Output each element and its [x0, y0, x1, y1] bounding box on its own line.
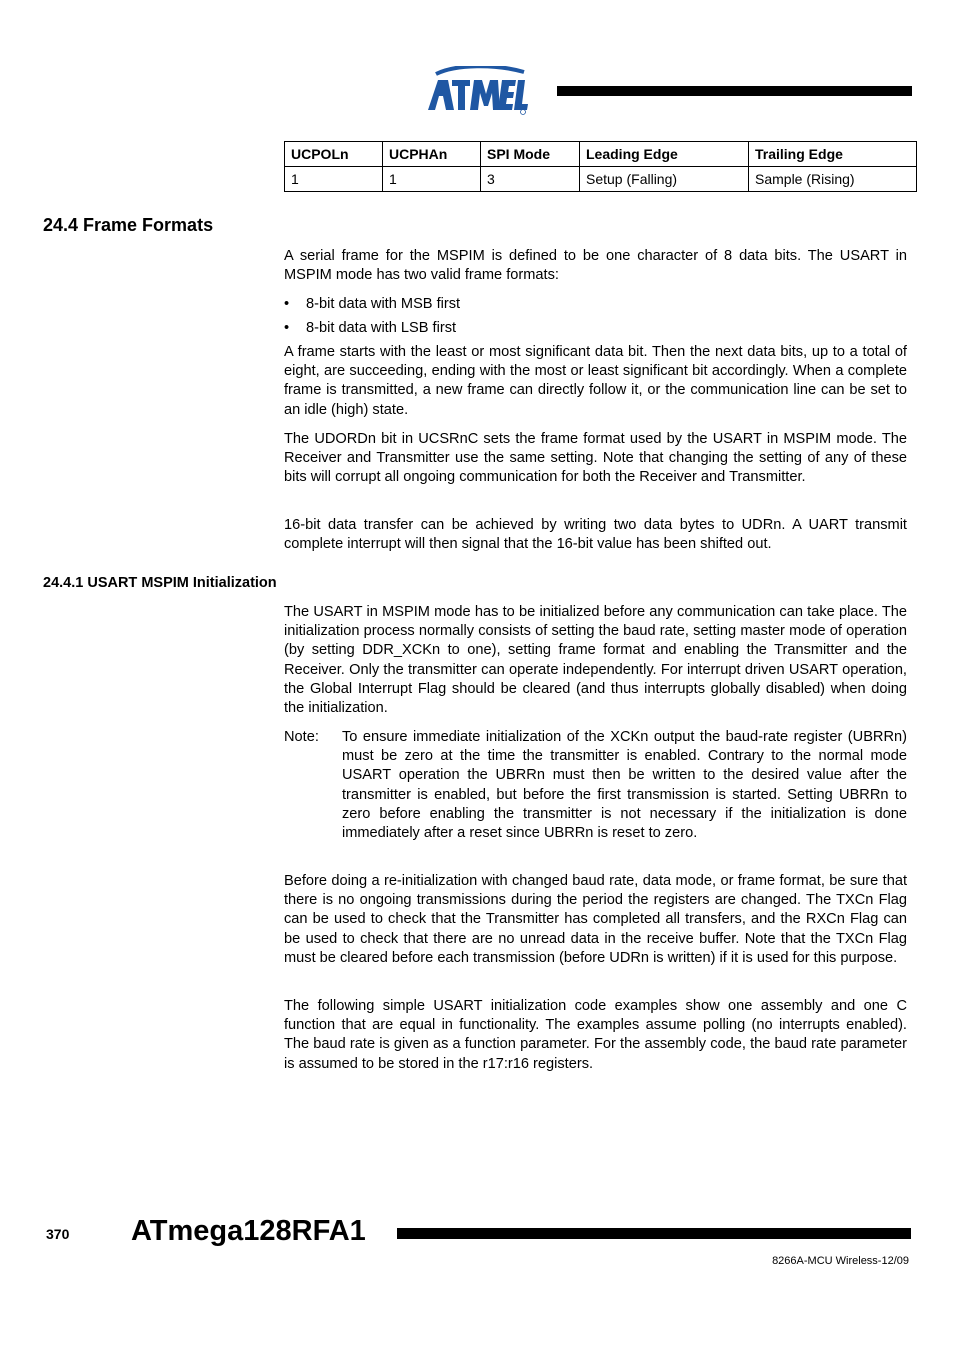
- spi-mode-table: [284, 141, 917, 192]
- note-label: Note:: [284, 729, 319, 745]
- paragraph: A frame starts with the least or most significant data bit. Then the next data bits, up to a total of eight, are succeeding, ending with the most or least significant bit accordingly. When a complete frame is transmitted, a new frame can directly follow it, or the communication line can be set to an idle (high) state.: [284, 344, 907, 418]
- document-title: ATmega128RFA1: [131, 1215, 366, 1247]
- table-header-cell: UCPOLn: [285, 142, 383, 167]
- paragraph: The following simple USART initialization code examples show one assembly and one C function that are equal in functionality. The examples assume polling (no interrupts enabled). The baud rate is given as a function parameter. For the assembly code, the baud rate parameter is assumed to be stored in the r17:r16 registers.: [284, 998, 907, 1072]
- table-cell: Sample (Rising): [749, 167, 917, 192]
- paragraph: A serial frame for the MSPIM is defined to be one character of 8 data bits. The USART in MSPIM mode has two valid frame formats:: [284, 248, 907, 284]
- section-heading: 24.4 Frame Formats: [43, 215, 214, 235]
- paragraph: The USART in MSPIM mode has to be initialized before any communication can take place. The initialization process normally consists of setting the baud rate, setting master mode of operation (by setting DDR_XCKn to one), setting frame format and enabling the Transmitter and the Receiver. Only the transmitter can operate independently. For interrupt driven USART operation, the Global Interrupt Flag should be cleared (and thus interrupts globally disabled) when doing the initialization.: [284, 604, 907, 717]
- table-cell: 1: [383, 167, 481, 192]
- list-item-text: 8-bit data with LSB first: [306, 320, 457, 336]
- table-header-cell: Trailing Edge: [749, 142, 917, 167]
- paragraph: 16-bit data transfer can be achieved by writing two data bytes to UDRn. A UART transmit complete interrupt will then signal that the 16-bit value has been shifted out.: [284, 517, 907, 553]
- list-item-text: 8-bit data with MSB first: [306, 296, 461, 312]
- table-cell: 3: [481, 167, 580, 192]
- header-rule: [557, 86, 912, 96]
- subsection-heading: 24.4.1 USART MSPIM Initialization: [43, 575, 277, 591]
- atmel-logo-icon: [426, 66, 530, 116]
- table-header-row: [285, 142, 917, 167]
- page-number: 370: [46, 1226, 70, 1242]
- paragraph: The UDORDn bit in UCSRnC sets the frame format used by the USART in MSPIM mode. The Receiver and Transmitter use the same setting. Note that changing the setting of any of these bits will corrupt all ongoing communication for both the Receiver and Transmitter.: [284, 431, 907, 486]
- list-item: • 8-bit data with MSB first: [284, 296, 461, 312]
- footer-rule: [397, 1228, 911, 1239]
- paragraph: Before doing a re-initialization with changed baud rate, data mode, or frame format, be sure that there is no ongoing transmissions during the period the registers are changed. The TXCn Flag can be used to check that the Transmitter has completed all transfers, and the RXCn Flag can be used to check that there are no unread data in the receive buffer. Note that the TXCn Flag must be cleared before each transmission (before UDRn is written) if it is used for this purpose.: [284, 873, 907, 966]
- note-text: To ensure immediate initialization of the XCKn output the baud-rate register (UBRRn) must be zero at the time the transmitter is enabled. Contrary to the normal mode USART operation the UBRRn must then be written to the desired value after the transmitter is enabled, but before the first transmission is started. Setting UBRRn to zero before enabling the transmitter is not necessary if the initialization is done immediately after a reset since UBRRn is reset to zero.: [342, 729, 907, 842]
- table-row: [285, 167, 917, 192]
- list-item: • 8-bit data with LSB first: [284, 320, 457, 336]
- table-header-cell: Leading Edge: [580, 142, 749, 167]
- table-cell: 1: [285, 167, 383, 192]
- table-header-cell: SPI Mode: [481, 142, 580, 167]
- table-cell: Setup (Falling): [580, 167, 749, 192]
- table-header-cell: UCPHAn: [383, 142, 481, 167]
- document-code: 8266A-MCU Wireless-12/09: [772, 1255, 909, 1267]
